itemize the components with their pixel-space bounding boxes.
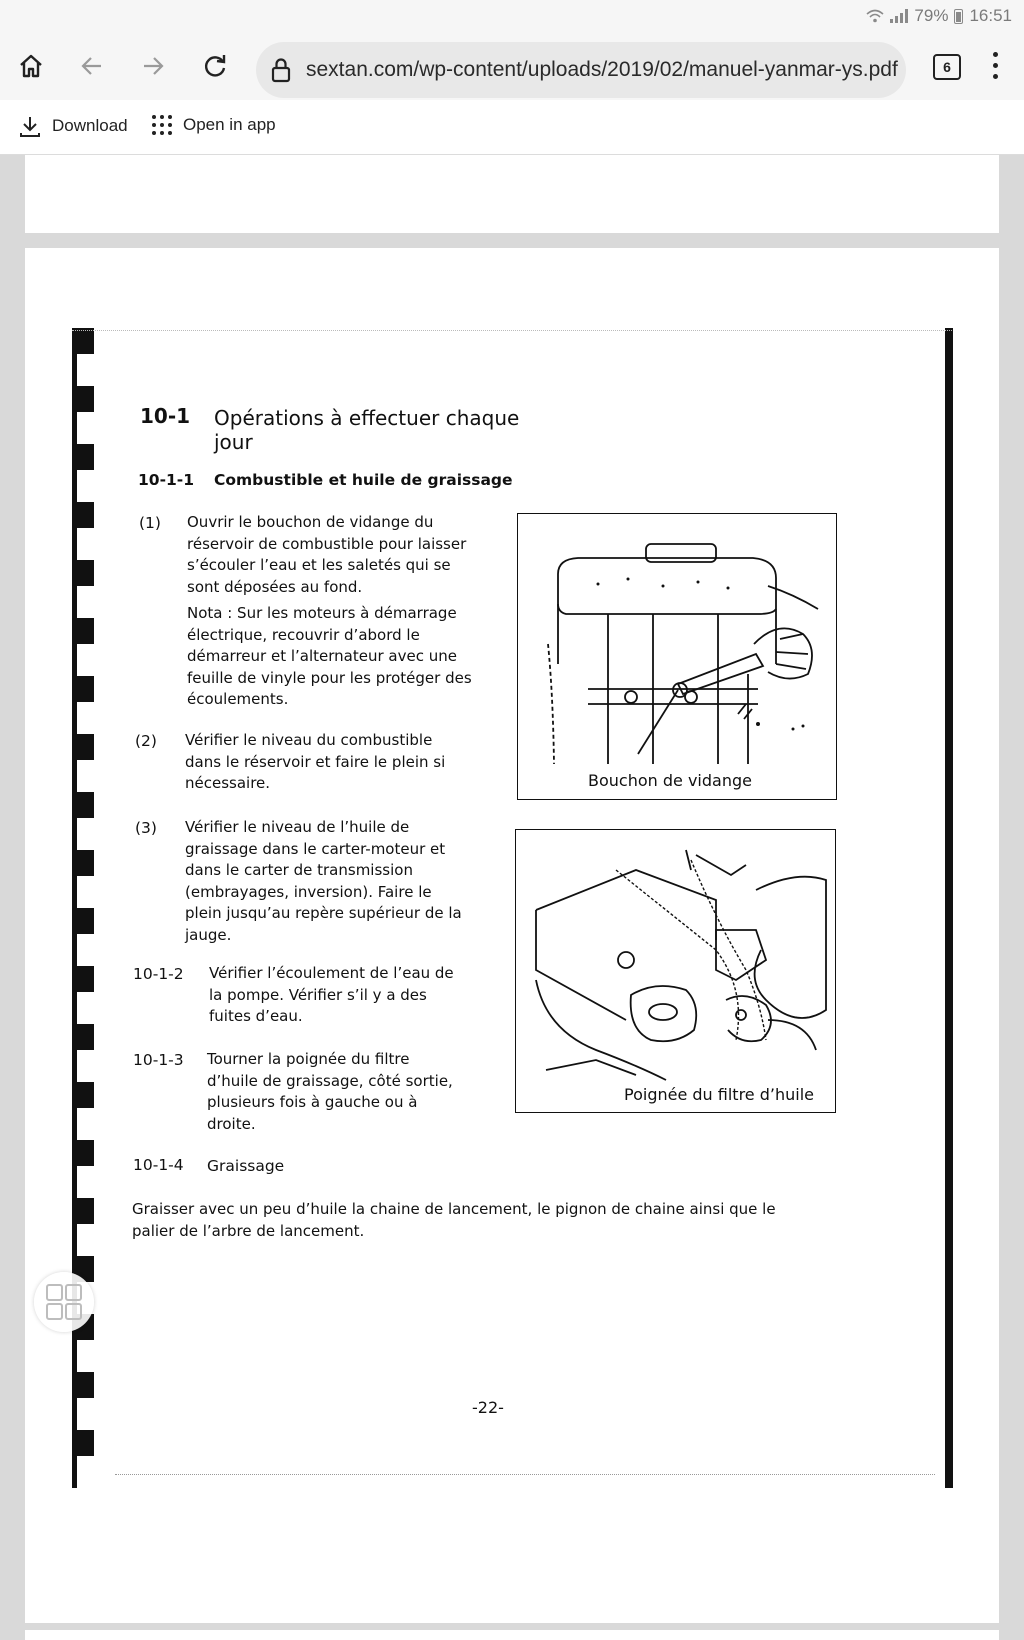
pdf-action-bar <box>0 100 1024 155</box>
figure-1-caption: Bouchon de vidange <box>588 771 752 790</box>
item-1-text: Ouvrir le bouchon de vidange du réservoir de combustible pour laisser s’écouler l’eau et les saletés qui se sont déposées au fond. <box>187 513 467 596</box>
subsection-4-text: Graisser avec un peu d’huile la chaine de lancement, le pignon de chaine ainsi que le palier de l’arbre de lancement. <box>132 1200 776 1240</box>
item-2-marker: (2) <box>135 732 157 750</box>
item-1-note: Nota : Sur les moteurs à démarrage électrique, recouvrir d’abord le démarreur et l’alternateur avec une feuille de vinyle pour les protéger des écoulements. <box>187 604 472 708</box>
download-icon <box>18 114 42 138</box>
home-icon <box>18 53 44 79</box>
battery-percent: 79% <box>914 6 949 25</box>
subsection-1-title: Combustible et huile de graissage <box>214 471 513 489</box>
tab-switcher-button[interactable]: 6 <box>933 54 961 80</box>
subsection-2-text: Vérifier l’écoulement de l’eau de la pompe. Vérifier s’il y a des fuites d’eau. <box>209 964 454 1025</box>
subsection-4-title: Graissage <box>207 1157 285 1175</box>
scan-bottom-edge <box>115 1474 935 1475</box>
reload-button[interactable] <box>193 44 237 88</box>
section-title: Opérations à effectuer chaque jour <box>214 406 520 454</box>
back-button[interactable] <box>70 44 114 88</box>
reload-icon <box>202 53 228 79</box>
item-1-marker: (1) <box>139 514 161 532</box>
url-text: sextan.com/wp-content/uploads/2019/02/manuel-yanmar-ys.pdf <box>306 58 898 81</box>
home-button[interactable] <box>9 44 53 88</box>
scan-right-edge <box>945 328 953 1488</box>
apps-grid-icon <box>151 114 173 136</box>
grid-view-icon <box>34 1272 94 1332</box>
scan-top-edge <box>72 330 952 332</box>
item-2-text: Vérifier le niveau du combustible dans le réservoir et faire le plein si nécessaire. <box>185 731 446 792</box>
address-bar[interactable] <box>256 42 906 98</box>
arrow-left-icon <box>79 53 105 79</box>
battery-icon <box>954 9 963 24</box>
subsection-4-number: 10-1-4 <box>133 1156 184 1174</box>
open-in-app-button[interactable] <box>151 114 276 136</box>
download-button[interactable] <box>18 114 128 138</box>
pdf-viewer[interactable] <box>0 155 1024 1638</box>
wifi-icon <box>866 9 884 23</box>
download-label: Download <box>52 116 128 135</box>
subsection-2-number: 10-1-2 <box>133 965 184 983</box>
open-in-app-label: Open in app <box>183 115 276 134</box>
status-bar <box>0 0 1024 34</box>
subsection-3-text: Tourner la poignée du filtre d’huile de graissage, côté sortie, plusieurs fois à gauche ou à droite. <box>207 1050 453 1133</box>
forward-button[interactable] <box>131 44 175 88</box>
page-number: -22- <box>472 1398 504 1417</box>
oil-filter-illustration <box>516 830 835 1112</box>
item-3-marker: (3) <box>135 819 157 837</box>
clock: 16:51 <box>969 6 1012 25</box>
browser-toolbar <box>0 34 1024 100</box>
arrow-right-icon <box>140 53 166 79</box>
item-3-text: Vérifier le niveau de l’huile de graissage dans le carter-moteur et dans le carter de transmission (embrayages, inversion). Faire le plein jusqu’au repère supérieur de la jauge. <box>185 818 462 944</box>
fuel-tank-illustration <box>518 514 836 799</box>
figure-2-caption: Poignée du filtre d’huile <box>624 1085 814 1104</box>
subsection-1-number: 10-1-1 <box>138 471 195 489</box>
next-page <box>25 1630 999 1640</box>
page-grid-button[interactable] <box>34 1272 94 1332</box>
lock-icon <box>270 57 292 83</box>
section-number: 10-1 <box>140 404 191 428</box>
previous-page <box>25 155 999 233</box>
more-menu-button[interactable] <box>990 52 1000 82</box>
signal-icon <box>890 9 908 23</box>
figure-drain-plug <box>517 513 837 800</box>
pdf-page <box>25 248 999 1623</box>
subsection-3-number: 10-1-3 <box>133 1051 184 1069</box>
figure-oil-filter <box>515 829 836 1113</box>
